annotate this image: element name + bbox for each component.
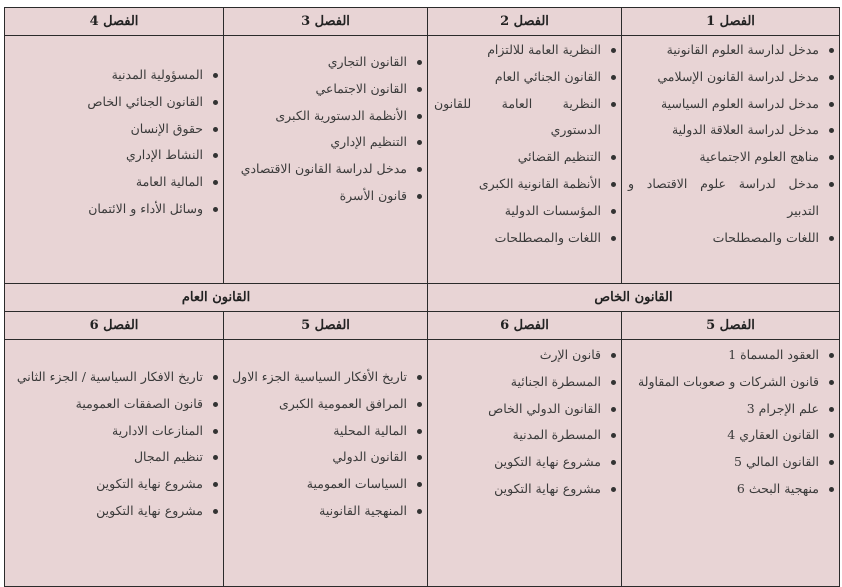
- course-item: مناهج العلوم الاجتماعية: [628, 144, 819, 171]
- course-item: قانون الأسرة: [230, 183, 407, 210]
- course-item: المسؤولية المدنية: [11, 62, 203, 89]
- course-list: [622, 340, 839, 503]
- course-item: قانون الإرث: [434, 342, 601, 369]
- semester-header-2: الفصل 2: [428, 8, 622, 36]
- course-item: مدخل لدراسة العلاقة الدولية: [628, 117, 819, 144]
- semester-header-1: الفصل 1: [622, 8, 840, 36]
- course-item: التنظيم الإداري: [230, 129, 407, 156]
- course-item: القانون المالي 5: [628, 449, 819, 476]
- bottom-body-row: [5, 340, 840, 587]
- course-item: مشروع نهاية التكوين: [11, 471, 203, 498]
- course-list: [622, 36, 839, 251]
- course-item: المرافق العمومية الكبرى: [230, 391, 407, 418]
- semester-3-cell: [224, 36, 428, 284]
- course-item: القانون الجنائي العام: [434, 64, 601, 91]
- semester-5-private-cell: [622, 340, 840, 587]
- course-item: التنظيم القضائي: [434, 144, 601, 171]
- course-item: الأنظمة الدستورية الكبرى: [230, 103, 407, 130]
- semester-header-5-private: الفصل 5: [622, 312, 840, 340]
- course-item: تنظيم المجال: [11, 444, 203, 471]
- semester-header-5-public: الفصل 5: [224, 312, 428, 340]
- course-item: العقود المسماة 1: [628, 342, 819, 369]
- course-list: [428, 36, 621, 251]
- course-item: اللغات والمصطلحات: [434, 225, 601, 252]
- course-item: منهجية البحث 6: [628, 476, 819, 503]
- course-item: النظرية العامة للقانون الدستوري: [434, 91, 601, 145]
- semester-4-cell: [5, 36, 224, 284]
- semester-header-6-private: الفصل 6: [428, 312, 622, 340]
- course-item: القانون الجنائي الخاص: [11, 89, 203, 116]
- top-body-row: [5, 36, 840, 284]
- course-item: النظرية العامة للالتزام: [434, 37, 601, 64]
- course-list: [5, 36, 223, 223]
- course-item: مدخل لدراسة القانون الإسلامي: [628, 64, 819, 91]
- semester-2-cell: [428, 36, 622, 284]
- course-item: حقوق الإنسان: [11, 116, 203, 143]
- course-item: المالية المحلية: [230, 418, 407, 445]
- course-item: النشاط الإداري: [11, 142, 203, 169]
- course-item: المالية العامة: [11, 169, 203, 196]
- course-item: المؤسسات الدولية: [434, 198, 601, 225]
- semester-1-cell: [622, 36, 840, 284]
- course-item: اللغات والمصطلحات: [628, 225, 819, 252]
- semester-header-3: الفصل 3: [224, 8, 428, 36]
- course-item: السياسات العمومية: [230, 471, 407, 498]
- course-item: مشروع نهاية التكوين: [434, 476, 601, 503]
- course-item: مدخل لدارسة العلوم القانونية: [628, 37, 819, 64]
- course-item: تاريخ الافكار السياسية / الجزء الثاني: [11, 364, 203, 391]
- course-item: علم الإجرام 3: [628, 396, 819, 423]
- course-item: المنازعات الادارية: [11, 418, 203, 445]
- course-item: وسائل الأداء و الائتمان: [11, 196, 203, 223]
- course-item: القانون الاجتماعي: [230, 76, 407, 103]
- curriculum-table: [4, 7, 840, 587]
- track-public-law: القانون العام: [5, 284, 428, 312]
- course-item: تاريخ الأفكار السياسية الجزء الاول: [230, 364, 407, 391]
- course-item: القانون الدولي الخاص: [434, 396, 601, 423]
- course-item: القانون الدولي: [230, 444, 407, 471]
- course-item: القانون التجاري: [230, 49, 407, 76]
- course-item: المنهجية القانونية: [230, 498, 407, 525]
- course-item: القانون العقاري 4: [628, 422, 819, 449]
- course-item: مدخل لدراسة علوم الاقتصاد و التدبير: [628, 171, 819, 225]
- course-item: المسطرة الجنائية: [434, 369, 601, 396]
- track-header-row: [5, 284, 840, 312]
- semester-6-private-cell: [428, 340, 622, 587]
- semester-6-public-cell: [5, 340, 224, 587]
- course-list: [5, 340, 223, 525]
- course-item: مشروع نهاية التكوين: [434, 449, 601, 476]
- course-list: [224, 36, 427, 210]
- course-item: قانون الصفقات العمومية: [11, 391, 203, 418]
- semester-header-4: الفصل 4: [5, 8, 224, 36]
- course-item: مشروع نهاية التكوين: [11, 498, 203, 525]
- semester-header-6-public: الفصل 6: [5, 312, 224, 340]
- course-item: مدخل لدراسة القانون الاقتصادي: [230, 156, 407, 183]
- course-item: قانون الشركات و صعوبات المقاولة: [628, 369, 819, 396]
- bottom-header-row: [5, 312, 840, 340]
- semester-5-public-cell: [224, 340, 428, 587]
- course-list: [224, 340, 427, 525]
- course-list: [428, 340, 621, 503]
- top-header-row: [5, 8, 840, 36]
- course-item: مدخل لدراسة العلوم السياسية: [628, 91, 819, 118]
- course-item: المسطرة المدنية: [434, 422, 601, 449]
- course-item: الأنظمة القانونية الكبرى: [434, 171, 601, 198]
- track-private-law: القانون الخاص: [428, 284, 840, 312]
